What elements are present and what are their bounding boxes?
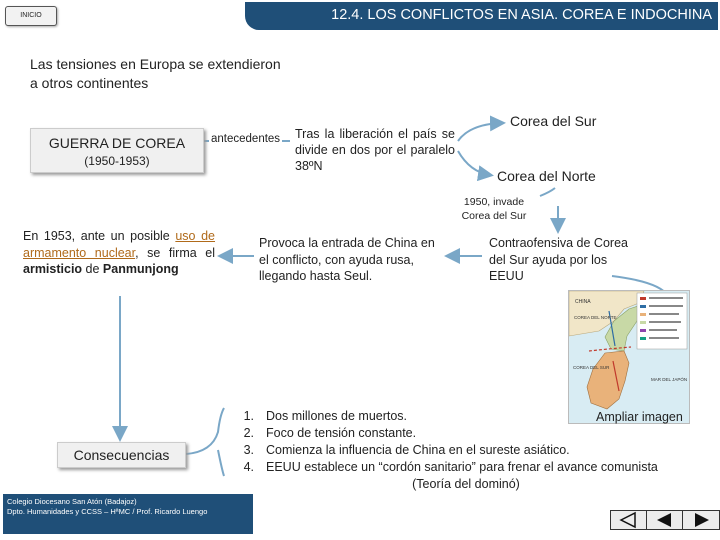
list-item — [224, 442, 704, 459]
korea-map-image — [569, 291, 689, 423]
next-page-icon — [683, 511, 719, 529]
division-text: Tras la liberación el país se divide en dos por el paralelo 38ºN — [295, 127, 455, 173]
corea-norte-label: Corea del Norte — [497, 168, 596, 184]
counteroffensive-text: Contraofensiva de Corea del Sur ayuda por los EEUU — [489, 236, 628, 283]
war-title: GUERRA DE COREA — [48, 135, 186, 151]
first-page-icon — [611, 511, 647, 529]
list-item-continuation: (Teoría del dominó) — [412, 477, 520, 491]
map-label-china: CHINA — [575, 299, 591, 305]
intro-text: Las tensiones en Europa se extendieron a otros continentes — [30, 56, 281, 91]
list-item — [224, 459, 704, 476]
war-box — [30, 128, 204, 173]
map-label-norte: COREA DEL NORTE — [574, 315, 617, 320]
corea-sur-label: Corea del Sur — [510, 113, 597, 129]
korea-map-thumbnail[interactable] — [568, 290, 690, 424]
prev-page-icon — [647, 511, 683, 529]
map-label-mar: MAR DEL JAPÓN — [651, 377, 688, 382]
home-button[interactable]: INICIO — [5, 6, 57, 26]
armistice-text — [23, 228, 215, 278]
list-item — [224, 425, 704, 442]
list-item-number: 1. — [243, 409, 254, 423]
list-item-number: 4. — [243, 460, 254, 474]
next-page-button[interactable] — [682, 510, 720, 530]
antecedentes-label: antecedentes — [211, 133, 281, 145]
prev-page-button[interactable] — [646, 510, 684, 530]
armistice-bold-1: armisticio — [23, 262, 83, 276]
list-item-text: Comienza la influencia de China en el sureste asiático. — [266, 443, 570, 457]
consequences-box: Consecuencias — [57, 442, 186, 468]
armistice-mid: , se firma el — [135, 245, 215, 260]
map-label-sur: COREA DEL SUR — [573, 365, 610, 370]
footer-department: Dpto. Humanidades y CCSS – HªMC / Prof. Ricardo Luengo — [7, 507, 208, 516]
invasion-text: 1950, invade Corea del Sur — [461, 196, 527, 222]
footer-credits — [3, 494, 253, 534]
consequences-list — [224, 408, 704, 493]
armistice-bold-2: Panmunjong — [102, 262, 179, 276]
enlarge-image-link[interactable]: Ampliar imagen — [596, 410, 683, 424]
footer-school: Colegio Diocesano San Atón (Badajoz) — [7, 497, 137, 506]
list-item-text: Foco de tensión constante. — [266, 426, 417, 440]
armistice-mid2: de — [82, 262, 103, 276]
nuclear-weapons-link[interactable]: uso de armamento nuclear — [23, 229, 216, 260]
war-years: (1950-1953) — [84, 154, 150, 168]
list-item-number: 2. — [243, 426, 254, 440]
list-item — [224, 408, 704, 425]
china-entry-text: Provoca la entrada de China en el conflicto, con ayuda rusa, llegando hasta Seul. — [259, 236, 435, 283]
list-item-text: EEUU establece un “cordón sanitario” para frenar el avance comunista — [266, 460, 658, 474]
first-page-button[interactable] — [610, 510, 648, 530]
page-title: 12.4. LOS CONFLICTOS EN ASIA. COREA E INDOCHINA — [331, 7, 712, 23]
list-item-text: Dos millones de muertos. — [266, 409, 408, 423]
armistice-pre: En 1953, ante un posible — [23, 229, 176, 243]
list-item-number: 3. — [243, 443, 254, 457]
